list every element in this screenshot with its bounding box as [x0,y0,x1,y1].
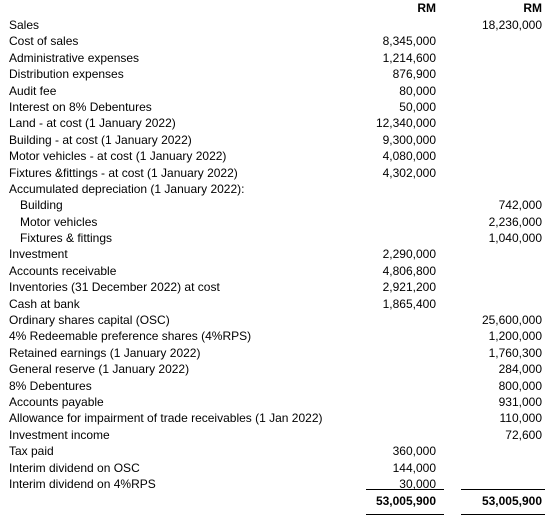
table-row [0,33,553,49]
table-row [0,148,553,164]
credit-amount: 800,000 [498,378,542,393]
table-row [0,99,553,115]
credit-amount: 18,230,000 [481,18,542,32]
credit-amount: 1,040,000 [488,231,542,246]
debit-amount: 360,000 [392,444,436,459]
debit-total: 53,005,900 [375,494,436,508]
table-row [0,246,553,262]
table-row [0,460,553,476]
credit-amount: 1,760,300 [488,345,542,360]
credit-amount: 742,000 [498,198,542,213]
account-label: Building [20,198,63,213]
table-row [0,296,553,312]
credit-amount: 1,200,000 [488,329,542,344]
credit-amount: 110,000 [499,411,542,426]
account-label: Accounts receivable [9,263,117,278]
credit-amount: 931,000 [498,394,542,409]
account-label: Audit fee [9,83,57,98]
credit-total-bottom-rule [461,514,545,515]
table-row [0,427,553,443]
table-row [0,50,553,66]
credit-total: 53,005,900 [481,494,542,508]
account-label: Allowance for impairment of trade receivables (1 Jan 2022) [9,411,323,426]
credit-amount: 284,000 [498,362,542,377]
table-row [0,214,553,230]
account-label: 4% Redeemable preference shares (4%RPS) [9,329,252,344]
debit-column-header: RM [417,1,436,15]
totals-row [0,492,553,512]
table-row [0,83,553,99]
account-label: Interim dividend on 4%RPS [9,476,156,491]
account-label: Accounts payable [9,394,104,409]
account-label: Retained earnings (1 January 2022) [9,345,201,360]
table-row [0,443,553,459]
account-label: Motor vehicles - at cost (1 January 2022) [9,149,227,164]
trial-balance-rows [0,17,553,492]
table-row [0,328,553,344]
table-row [0,197,553,213]
debit-total-bottom-rule [366,514,444,515]
credit-amount: 2,236,000 [488,214,542,229]
debit-amount: 30,000 [399,476,436,491]
credit-amount: 72,600 [505,427,542,442]
table-row [0,181,553,197]
debit-amount: 144,000 [392,460,436,475]
table-row [0,378,553,394]
debit-amount: 2,921,200 [382,280,436,295]
credit-total-top-rule [461,489,545,490]
debit-amount: 12,340,000 [375,116,436,131]
account-label: Administrative expenses [9,50,140,65]
account-label: Sales [9,18,40,32]
debit-amount: 1,214,600 [382,50,436,65]
table-row [0,345,553,361]
table-row [0,263,553,279]
table-row [0,66,553,82]
debit-amount: 50,000 [399,99,436,114]
account-label: Interim dividend on OSC [9,460,140,475]
account-label: Cash at bank [9,296,80,311]
credit-amount: 25,600,000 [481,313,542,328]
debit-amount: 80,000 [399,83,436,98]
account-label: Ordinary shares capital (OSC) [9,313,170,328]
account-label: Investment income [9,427,110,442]
account-label: Distribution expenses [9,67,124,82]
account-label: General reserve (1 January 2022) [9,362,190,377]
account-label: Investment [9,247,68,262]
debit-amount: 8,345,000 [382,34,436,49]
account-label: Fixtures &fittings - at cost (1 January 2022) [9,165,238,180]
debit-amount: 4,806,800 [382,263,436,278]
debit-amount: 1,865,400 [382,296,436,311]
table-row [0,279,553,295]
table-row [0,165,553,181]
account-label: 8% Debentures [9,378,92,393]
debit-amount: 876,900 [392,67,436,82]
account-label: Tax paid [9,444,54,459]
account-label: Motor vehicles [20,214,98,229]
table-row [0,230,553,246]
debit-amount: 2,290,000 [382,247,436,262]
debit-amount: 4,302,000 [382,165,436,180]
debit-amount: 4,080,000 [382,149,436,164]
account-label: Land - at cost (1 January 2022) [9,116,176,131]
table-row [0,312,553,328]
debit-amount: 9,300,000 [382,132,436,147]
debit-total-top-rule [366,489,444,490]
table-row [0,132,553,148]
account-label: Accumulated depreciation (1 January 2022): [9,181,245,196]
account-label: Building - at cost (1 January 2022) [9,132,192,147]
credit-column-header: RM [523,1,542,15]
account-label: Fixtures & fittings [20,231,113,246]
table-row [0,410,553,426]
table-row [0,361,553,377]
table-row [0,394,553,410]
account-label: Cost of sales [9,34,79,49]
account-label: Interest on 8% Debentures [9,99,152,114]
table-row [0,115,553,131]
table-row [0,17,553,33]
account-label: Inventories (31 December 2022) at cost [9,280,220,295]
